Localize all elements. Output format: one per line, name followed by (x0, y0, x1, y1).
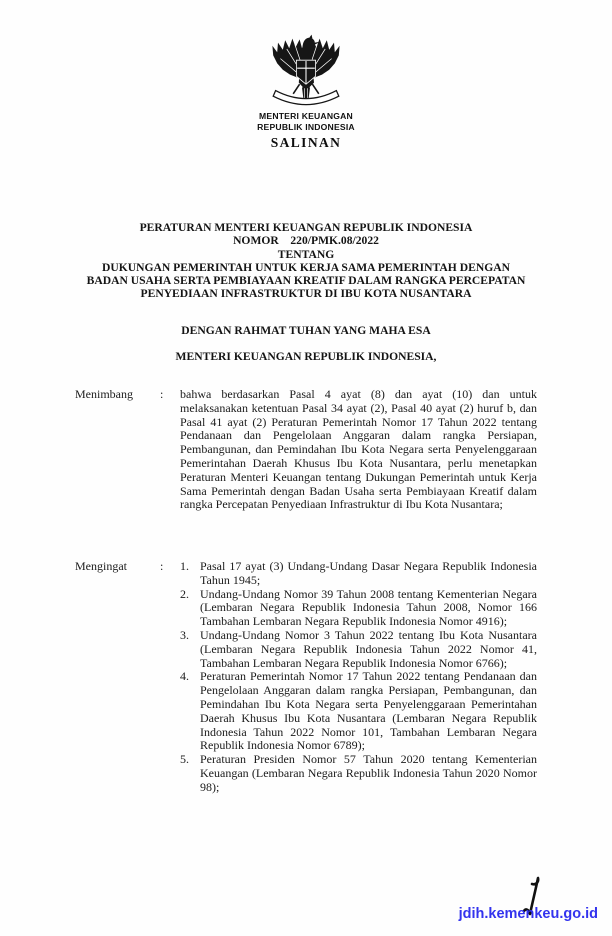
legal-basis-item (180, 670, 537, 753)
ministry-name: MENTERI KEUANGAN (259, 111, 353, 121)
mengingat-list (180, 560, 537, 795)
mengingat-label: Mengingat (75, 559, 127, 573)
regulation-title-block (46, 221, 566, 301)
item-text: Peraturan Presiden Nomor 57 Tahun 2020 tentang Kementerian Keuangan (Lembaran Negara Republik Indonesia Tahun 2020 Nomor 98); (200, 752, 537, 794)
legal-basis-item (180, 588, 537, 629)
mengingat-section (75, 560, 537, 795)
item-text: Pasal 17 ayat (3) Undang-Undang Dasar Negara Republik Indonesia Tahun 1945; (200, 559, 537, 587)
regulation-number: NOMOR 220/PMK.08/2022 (233, 234, 379, 248)
item-text: Undang-Undang Nomor 39 Tahun 2008 tentang Kementerian Negara (Lembaran Negara Republik Indonesia Tahun 2008, Nomor 166 Tambahan Lembaran Negara Republik Indonesia Nomor 4916); (200, 586, 537, 629)
mengingat-colon: : (160, 559, 164, 573)
item-number: 4. (180, 669, 189, 684)
regulation-subject-line: BADAN USAHA SERTA PEMBIAYAAN KREATIF DALAM RANGKA PERCEPATAN (86, 274, 526, 288)
republic-name: REPUBLIK INDONESIA (257, 122, 355, 132)
legal-basis-item (180, 560, 537, 588)
jdih-website-link[interactable]: jdih.kemenkeu.go.id (458, 906, 598, 922)
authority-line: MENTERI KEUANGAN REPUBLIK INDONESIA, (175, 350, 437, 363)
item-number: 5. (180, 752, 189, 767)
item-number: 2. (180, 586, 189, 601)
item-text: Undang-Undang Nomor 3 Tahun 2022 tentang Ibu Kota Nusantara (Lembaran Negara Republik Indonesia Tahun 2022 Nomor 41, Tambahan Lembaran Negara Republik Indonesia Nomor 6766); (200, 627, 537, 670)
garuda-pancasila-emblem-icon (266, 33, 346, 113)
regulation-subject-line: PENYEDIAAN INFRASTRUKTUR DI IBU KOTA NUSANTARA (140, 287, 472, 301)
item-number: 1. (180, 559, 189, 573)
menimbang-label: Menimbang (75, 387, 133, 401)
invocation-line: DENGAN RAHMAT TUHAN YANG MAHA ESA (181, 324, 431, 337)
legal-basis-item (180, 629, 537, 670)
item-text: Peraturan Pemerintah Nomor 17 Tahun 2022 tentang Pendanaan dan Pengelolaan Anggaran dalam rangka Persiapan, Pembangunan, dan Pemindahan Ibu Kota Negara serta Penyelenggaraan Pemerintahan Daerah Khusus Ibu Kota Nusantara (Lembaran Negara Republik Indonesia Tahun 2022 Nomor 101, Tambahan Lembaran Negara Republik Indonesia Nomor 6789); (200, 669, 537, 753)
tentang-label: TENTANG (277, 247, 335, 261)
regulation-title: PERATURAN MENTERI KEUANGAN REPUBLIK INDONESIA (139, 221, 473, 234)
salinan-stamp: SALINAN (270, 135, 342, 150)
regulation-subject-line: DUKUNGAN PEMERINTAH UNTUK KERJA SAMA PEMERINTAH DENGAN (102, 260, 510, 274)
legal-basis-item (180, 753, 537, 794)
item-number: 3. (180, 627, 189, 642)
menimbang-colon: : (160, 387, 164, 401)
menimbang-text: bahwa berdasarkan Pasal 4 ayat (8) dan ayat (10) dan untuk melaksanakan ketentuan Pasal 34 ayat (2), Pasal 40 ayat (2) huruf b, dan Pasal 41 ayat (2) Peraturan Pemerintah Nomor 17 Tahun 2022 tentang Pendanaan dan Pengelolaan Anggaran dalam rangka Persiapan, Pembangunan, dan Pemindahan Ibu Kota Negara serta Penyelenggaraan Pemerintahan Daerah Khusus Ibu Kota Nusantara, perlu menetapkan Peraturan Menteri Keuangan tentang Dukungan Pemerintah untuk Kerja Sama Pemerintah dengan Badan Usaha serta Pembiayaan Kreatif dalam rangka Percepatan Penyediaan Infrastruktur di Ibu Kota Nusantara; (180, 387, 537, 512)
menimbang-section (75, 388, 537, 512)
